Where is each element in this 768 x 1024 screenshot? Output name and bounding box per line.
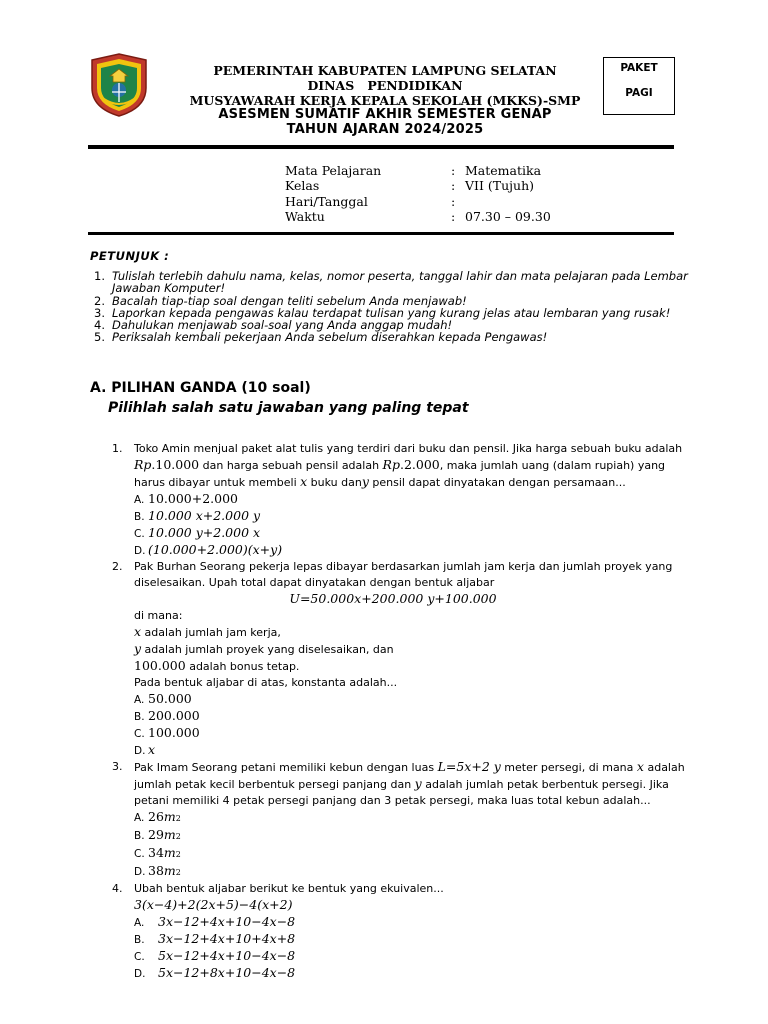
header-line-3: MUSYAWARAH KERJA KEPALA SEKOLAH (MKKS)-SMP [189,93,581,108]
option-label: A. [134,917,145,929]
equation [134,591,712,608]
option-label: A. [134,494,145,506]
info-label: Mata Pelajaran [285,163,382,178]
option-label: D. [134,545,146,557]
info-value: VII (Tujuh) [465,178,534,194]
option-text: 5x−12+8x+10−4x−8 [158,965,296,980]
math-var: Rp [134,457,152,472]
option-exponent: 2 [175,814,181,823]
option-number: 26 [148,809,164,824]
text-run: dan harga sebuah pensil adalah [199,459,383,472]
option-exponent: 2 [175,868,181,877]
text-run: adalah [643,761,685,774]
question-text: Ubah bentuk aljabar berikut ke bentuk yang ekuivalen... [134,882,444,895]
info-label: Kelas [285,178,320,194]
option-unit: m [163,827,176,842]
paket-label: PAKET [620,62,658,74]
info-label: Waktu [285,208,325,224]
header-line-5: TAHUN AJARAN 2024/2025 [286,122,484,137]
question-2 [112,559,712,759]
text-run: , maka jumlah uang (dalam rupiah) yang [439,459,666,472]
instruction-text: Laporkan kepada pengawas kalau terdapat tulisan yang kurang jelas atau lembaran yang rusak! [112,305,671,320]
answer-option[interactable] [134,931,712,948]
instruction-item [94,270,704,295]
section-title: A. PILIHAN GANDA (10 soal) [90,380,311,396]
header-divider [88,145,674,149]
answer-option[interactable] [134,948,712,965]
option-label: A. [134,812,145,824]
instructions-title: PETUNJUK : [90,249,170,263]
instruction-text: Tulislah terlebih dahulu nama, kelas, nomor peserta, tanggal lahir dan mata pelajaran pada Lembar Jawaban Komputer! [112,269,688,296]
instruction-number: 4. [94,318,105,333]
info-row [285,194,551,209]
question-text: Pak Burhan Seorang pekerja lepas dibayar berdasarkan jumlah jam kerja dan jumlah proyek yang [134,560,673,573]
option-label: B. [134,830,145,842]
option-label: C. [134,951,145,963]
header-line-2: DINAS PENDIDIKAN [307,78,463,93]
option-label: A. [134,694,145,706]
text-run: meter persegi, di mana [500,761,637,774]
instruction-text: Bacalah tiap-tiap soal dengan teliti sebelum Anda menjawab! [112,293,467,308]
info-row [285,209,551,224]
math-value: .10.000 [151,457,200,472]
answer-option[interactable] [134,542,712,559]
text-run: pensil dapat dinyatakan dengan persamaan... [368,476,626,489]
text-run: buku dan [307,476,362,489]
question-3 [112,759,712,881]
option-exponent: 2 [175,832,181,841]
option-label: C. [134,528,145,540]
info-value: Matematika [465,163,542,178]
answer-option[interactable] [134,845,712,863]
text-run: adalah jumlah proyek yang diselesaikan, dan [141,643,394,656]
option-unit: m [163,845,176,860]
option-text: 10.000+2.000 [148,491,238,506]
question-text [134,457,712,474]
info-label: Hari/Tanggal [285,193,368,209]
definition-line [134,658,712,675]
instruction-text: Dahulukan menjawab soal-soal yang Anda anggap mudah! [112,318,453,333]
text-run: jumlah petak kecil berbentuk persegi panjang dan [134,778,415,791]
instructions-list [94,270,704,344]
info-colon: : [451,193,456,209]
info-value: 07.30 – 09.30 [465,208,551,224]
exam-info [285,163,551,224]
question-text: petani memiliki 4 petak persegi panjang dan 3 petak persegi, maka luas total kebun adalah... [134,794,651,807]
math-var: y [414,776,422,791]
option-label: D. [134,745,146,757]
option-label: B. [134,511,145,523]
math-var: y [134,641,142,656]
option-text: 10.000 y+2.000 x [148,525,261,540]
text-run: harus dibayar untuk membeli [134,476,301,489]
text-run: Pak Imam Seorang petani memiliki kebun dengan luas [134,761,438,774]
instruction-number: 2. [94,293,105,308]
option-label: D. [134,968,146,980]
expression-line [134,897,712,914]
option-label: D. [134,866,146,878]
definition-line [134,624,712,641]
question-text [134,474,712,491]
question-4 [112,881,712,982]
question-number: 4. [112,882,123,895]
header-line-1: PEMERINTAH KABUPATEN LAMPUNG SELATAN [213,63,557,78]
option-text: 100.000 [148,725,200,740]
question-text: Toko Amin menjual paket alat tulis yang terdiri dari buku dan pensil. Jika harga sebuah buku adalah [134,442,683,455]
answer-option[interactable] [134,491,712,508]
option-number: 34 [148,845,164,860]
question-text: di mana: [134,609,183,622]
question-text: Pada bentuk aljabar di atas, konstanta adalah... [134,676,398,689]
option-text: 200.000 [148,708,200,723]
info-colon: : [451,163,456,178]
math-var: x [636,759,644,774]
math-var: Rp [382,457,400,472]
equation-text: U=50.000x+200.000 y+100.000 [289,591,497,606]
info-colon: : [451,178,456,194]
question-number: 2. [112,560,123,573]
question-number: 1. [112,442,123,455]
answer-option[interactable] [134,827,712,845]
option-text: 10.000 x+2.000 y [148,508,261,523]
text-run: adalah jumlah petak berbentuk persegi. Jika [421,778,669,791]
option-label: C. [134,848,145,860]
instruction-number: 3. [94,305,105,320]
answer-option[interactable] [134,914,712,931]
option-label: B. [134,934,145,946]
text-run: adalah jumlah jam kerja, [141,626,281,639]
math-expression: 3(x−4)+2(2x+5)−4(x+2) [134,897,293,912]
info-row [285,163,551,178]
answer-option[interactable] [134,809,712,827]
math-expression: L=5x+2 y [437,759,501,774]
question-number: 3. [112,760,123,773]
option-number: 38 [148,863,164,878]
option-text: x [148,742,156,757]
instruction-item [94,331,704,343]
info-divider [88,232,674,235]
answer-option[interactable] [134,725,712,742]
option-unit: m [163,809,176,824]
answer-option[interactable] [134,708,712,725]
question-1 [112,441,712,559]
paket-value: PAGI [625,87,653,99]
question-text [134,759,712,776]
math-var: x [134,624,142,639]
answer-option[interactable] [134,691,712,708]
option-exponent: 2 [175,850,181,859]
question-list [112,441,712,982]
header-line-4: ASESMEN SUMATIF AKHIR SEMESTER GENAP [218,107,552,122]
answer-option[interactable] [134,863,712,881]
text-run: adalah bonus tetap. [185,660,300,673]
instruction-number: 1. [94,269,105,283]
answer-option[interactable] [134,965,712,982]
answer-option[interactable] [134,508,712,525]
regency-logo [88,52,150,118]
answer-option[interactable] [134,525,712,542]
option-text: (10.000+2.000)(x+y) [148,542,283,557]
question-text [134,776,712,793]
definition-line [134,641,712,658]
option-text: 50.000 [148,691,192,706]
math-var: y [361,474,369,489]
section-subtitle: Pilihlah salah satu jawaban yang paling tepat [108,400,469,416]
math-value: .2.000 [399,457,440,472]
option-text: 5x−12+4x+10−4x−8 [158,948,296,963]
info-row [285,178,551,193]
math-var: x [300,474,308,489]
option-text: 3x−12+4x+10+4x+8 [158,931,296,946]
instruction-text: Periksalah kembali pekerjaan Anda sebelum diserahkan kepada Pengawas! [112,330,548,345]
math-value: 100.000 [134,658,186,673]
option-text: 3x−12+4x+10−4x−8 [158,914,296,929]
answer-option[interactable] [134,742,712,759]
instruction-number: 5. [94,330,105,345]
question-text: diselesaikan. Upah total dapat dinyatakan dengan bentuk aljabar [134,576,495,589]
option-label: C. [134,728,145,740]
option-unit: m [163,863,176,878]
option-label: B. [134,711,145,723]
option-number: 29 [148,827,164,842]
paket-box [603,57,675,115]
info-colon: : [451,208,456,224]
